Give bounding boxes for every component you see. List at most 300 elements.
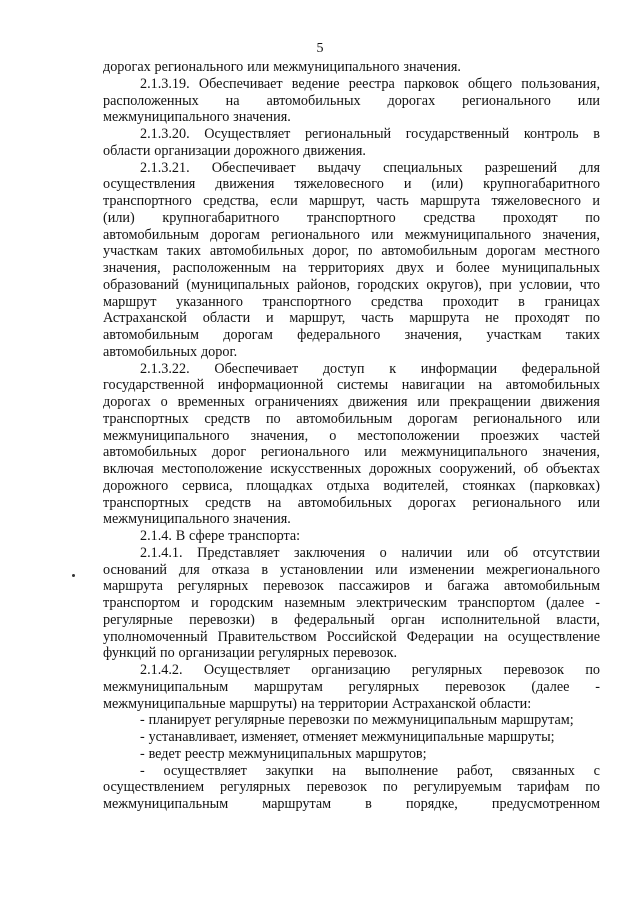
word: значения. xyxy=(403,59,461,75)
word: муниципальных xyxy=(501,260,600,276)
word: дорожных xyxy=(369,461,432,477)
word: Осуществляет xyxy=(204,126,291,142)
text-line xyxy=(103,160,600,177)
word: на xyxy=(483,628,498,645)
word: регулируемым xyxy=(413,779,502,796)
word: отказа xyxy=(211,561,250,578)
word: - xyxy=(140,712,145,729)
text-line xyxy=(103,729,600,746)
word: расположенным xyxy=(172,260,271,276)
word: регионального xyxy=(462,92,551,109)
word: на xyxy=(225,92,240,109)
word: ограничениях xyxy=(254,394,339,410)
word: на xyxy=(332,762,347,779)
word: местоположении xyxy=(357,427,460,444)
word: автомобильных xyxy=(103,343,198,360)
text-line xyxy=(103,260,600,277)
word: маршруты) xyxy=(229,695,297,712)
text-line xyxy=(103,193,600,210)
word: значения. xyxy=(233,109,291,126)
word: значения. xyxy=(233,511,291,528)
word: наличии xyxy=(401,544,453,561)
text-line xyxy=(103,243,600,260)
word: Федерации xyxy=(406,628,474,645)
word: работ, xyxy=(456,762,494,779)
word: автомобильным xyxy=(381,243,478,260)
word: перевозок xyxy=(503,662,565,678)
word: регулярные xyxy=(103,611,173,628)
word: межмуниципальным xyxy=(103,796,229,812)
word: межмуниципальные xyxy=(361,729,484,745)
word: проходят xyxy=(514,310,570,327)
text-line xyxy=(103,394,600,411)
word: дорогам xyxy=(210,226,260,243)
text-line xyxy=(103,763,600,780)
word: более xyxy=(455,260,490,276)
word: водителей, xyxy=(383,477,449,494)
word: - xyxy=(140,745,145,762)
word: по xyxy=(382,779,398,796)
word: включая xyxy=(103,461,154,477)
word: о xyxy=(379,544,387,561)
word: навигации xyxy=(401,377,465,394)
word: дорог, xyxy=(312,243,350,260)
text-line xyxy=(103,76,600,93)
word: области xyxy=(103,142,151,159)
word: таких xyxy=(565,327,600,343)
word: участкам xyxy=(486,327,542,343)
word: маршрутам xyxy=(254,678,323,695)
word: В xyxy=(175,528,186,544)
word: при xyxy=(489,276,512,293)
word: транспортом xyxy=(457,595,535,611)
word: перевозок xyxy=(445,678,506,695)
word: и xyxy=(424,578,433,595)
word: проезжих xyxy=(480,427,539,444)
text-line xyxy=(103,779,600,796)
word: 2.1.4.1. xyxy=(140,544,183,561)
word: автомобильных xyxy=(505,377,600,394)
word: осуществление xyxy=(507,628,600,645)
word: изменении xyxy=(409,561,475,578)
word: специальных xyxy=(383,159,463,176)
word: часть xyxy=(361,310,394,327)
word: региональный xyxy=(304,126,392,142)
word: о xyxy=(329,427,337,444)
word: области xyxy=(202,310,251,327)
word: наземным xyxy=(284,595,346,611)
text-line xyxy=(103,461,600,478)
word: участкам xyxy=(103,243,158,260)
word: федеральной xyxy=(521,360,600,377)
word: федеральный xyxy=(294,611,375,628)
text-line xyxy=(103,310,600,327)
text-line xyxy=(103,495,600,512)
word: - xyxy=(140,762,145,779)
word: стоянках xyxy=(462,477,516,494)
word: оснований xyxy=(103,561,168,578)
word: дорогам xyxy=(407,410,458,427)
word: тарифам xyxy=(517,779,570,796)
word: - xyxy=(595,595,600,611)
text-line xyxy=(103,562,600,579)
word: городским xyxy=(209,595,274,611)
word: автомобильных xyxy=(297,494,392,511)
word: территории xyxy=(318,695,389,712)
text-line xyxy=(103,411,600,428)
word: - xyxy=(595,678,600,695)
word: маршруты; xyxy=(487,729,555,745)
word: общего xyxy=(468,75,513,92)
text-line xyxy=(103,93,600,110)
word: или xyxy=(466,544,490,561)
word: (парковках) xyxy=(529,477,600,494)
word: по xyxy=(585,779,600,796)
text-line xyxy=(103,528,600,545)
word: межмуниципальным xyxy=(103,678,229,695)
word: или xyxy=(577,494,600,511)
word: на xyxy=(267,494,282,511)
word: Представляет xyxy=(197,544,280,561)
word: устанавливает, xyxy=(148,729,238,745)
word: местного xyxy=(544,243,600,260)
word: организации xyxy=(154,142,231,159)
word: крупногабаритного xyxy=(162,209,280,226)
word: в xyxy=(261,561,269,578)
word: образований xyxy=(103,276,179,293)
word: реестра xyxy=(348,75,395,92)
word: регулярных xyxy=(411,662,483,678)
word: или xyxy=(417,394,440,410)
text-line xyxy=(103,595,600,612)
word: доступ xyxy=(322,360,365,377)
word: маршрута xyxy=(103,578,163,595)
word: государственной xyxy=(103,377,205,394)
word: средства, xyxy=(203,193,259,209)
text-line xyxy=(103,227,600,244)
word: что xyxy=(579,276,600,293)
scan-speck xyxy=(72,574,75,577)
text-line xyxy=(103,712,600,729)
text-line xyxy=(103,645,600,662)
word: не xyxy=(485,310,499,327)
word: 2.1.3.20. xyxy=(140,126,190,142)
word: межмуниципального xyxy=(401,444,528,461)
word: двух xyxy=(396,260,424,276)
word: (или) xyxy=(431,176,464,193)
word: по xyxy=(585,209,600,226)
word: с xyxy=(593,762,600,779)
word: функций xyxy=(103,645,157,662)
word: в xyxy=(271,611,278,628)
word: Обеспечивает xyxy=(211,159,296,176)
word: выдачу xyxy=(317,159,361,176)
word: значения, xyxy=(103,260,161,276)
word: отменяет xyxy=(302,729,358,745)
word: - xyxy=(140,729,145,745)
word: крупногабаритного xyxy=(483,176,600,193)
word: или xyxy=(375,561,398,578)
word: сфере xyxy=(189,528,225,544)
word: по xyxy=(353,712,369,729)
text-line xyxy=(103,176,600,193)
word: часть xyxy=(376,193,409,209)
word: контроль xyxy=(523,126,579,142)
word: (или) xyxy=(103,209,135,226)
text-line xyxy=(103,478,600,495)
word: значения, xyxy=(542,444,600,461)
word: Осуществляет xyxy=(203,662,290,678)
word: округов), xyxy=(426,276,482,293)
word: территориях xyxy=(308,260,385,276)
word: разрешений xyxy=(484,159,558,176)
word: 2.1.4. xyxy=(140,528,172,544)
word: искусственных xyxy=(270,461,362,477)
word: транспорта: xyxy=(228,528,301,544)
word: выполнение xyxy=(364,762,439,779)
word: движения xyxy=(348,394,408,410)
word: межмуниципального xyxy=(103,427,230,444)
word: Правительством xyxy=(217,628,317,645)
word: районов, xyxy=(296,276,350,293)
word: об xyxy=(503,544,519,561)
word: сервиса, xyxy=(182,477,233,494)
word: транспортных xyxy=(103,410,189,427)
text-line xyxy=(103,679,600,696)
text-line xyxy=(103,796,600,813)
word: власти, xyxy=(556,611,600,628)
word: объектах xyxy=(545,461,600,477)
word: или xyxy=(577,410,600,427)
word: осуществлением xyxy=(103,779,205,796)
word: Астраханской xyxy=(392,695,476,712)
word: по xyxy=(585,310,600,327)
word: (муниципальных xyxy=(186,276,290,293)
text-line xyxy=(103,612,600,629)
word: по xyxy=(585,662,600,678)
word: движения xyxy=(540,394,600,410)
word: закупки xyxy=(265,762,314,779)
word: системы xyxy=(336,377,389,394)
word: маршрут xyxy=(103,293,157,310)
word: автомобильных xyxy=(209,243,304,260)
word: организации xyxy=(178,645,255,662)
word: перевозки) xyxy=(189,611,255,628)
word: межмуниципального xyxy=(404,226,532,243)
word: информации xyxy=(420,360,498,377)
word: тяжеловесного xyxy=(294,176,384,193)
text-line xyxy=(103,59,600,76)
word: маршрут, xyxy=(289,310,346,327)
word: или xyxy=(364,444,387,461)
word: маршрута xyxy=(409,310,470,327)
word: государственный xyxy=(405,126,510,142)
word: автомобильным xyxy=(103,226,200,243)
word: или xyxy=(371,226,394,243)
word: транспортного xyxy=(103,193,192,209)
word: изменяет, xyxy=(241,729,299,745)
word: ведение xyxy=(291,75,340,92)
word: регионального xyxy=(472,494,562,511)
word: дорогам xyxy=(486,243,536,260)
word: маршрутам; xyxy=(500,712,574,729)
word: дорожного xyxy=(103,477,169,494)
word: автомобильным xyxy=(296,410,393,427)
word: тяжеловесного xyxy=(491,193,581,209)
word: маршрут, xyxy=(309,193,366,209)
word: транспортного xyxy=(306,209,396,226)
word: 2.1.3.19. xyxy=(140,75,190,92)
word: перевозок xyxy=(263,578,324,595)
word: (далее xyxy=(531,678,570,695)
word: 2.1.3.21. xyxy=(140,159,190,176)
word: автомобильным xyxy=(103,327,200,343)
word: межмуниципальным xyxy=(371,712,498,729)
word: в xyxy=(593,126,600,142)
word: дорог. xyxy=(200,343,238,360)
word: дорогах xyxy=(103,59,151,75)
word: маршрутов; xyxy=(355,745,427,762)
word: осуществляет xyxy=(163,762,247,779)
text-line xyxy=(103,327,600,344)
word: расположенных xyxy=(103,92,199,109)
word: планирует xyxy=(148,712,212,729)
word: временных xyxy=(177,394,245,410)
text-line xyxy=(103,578,600,595)
word: на xyxy=(300,695,315,712)
document-body xyxy=(103,59,600,813)
word: осуществления xyxy=(103,176,196,193)
text-line xyxy=(103,126,600,143)
word: сооружений, xyxy=(439,461,516,477)
word: связанных xyxy=(511,762,575,779)
word: проходит xyxy=(442,293,499,310)
word: заключения xyxy=(294,544,366,561)
word: Российской xyxy=(326,628,397,645)
word: или xyxy=(247,59,270,75)
word: межмуниципального xyxy=(103,511,230,528)
word: регионального xyxy=(260,444,350,461)
word: о xyxy=(160,394,168,410)
word: Астраханской xyxy=(103,310,187,327)
word: регулярных xyxy=(220,779,291,796)
word: значения, xyxy=(250,427,309,444)
word: условии, xyxy=(519,276,573,293)
word: (далее xyxy=(546,595,585,611)
word: реестр xyxy=(184,745,225,762)
word: автомобильных xyxy=(266,92,361,109)
word: 2.1.4.2. xyxy=(140,662,183,678)
word: по xyxy=(160,645,175,662)
word: межмуниципальные xyxy=(103,695,226,712)
word: маршрута xyxy=(420,193,481,209)
word: указанного xyxy=(176,293,243,310)
text-line xyxy=(103,662,600,679)
word: дорогам xyxy=(223,327,273,343)
word: межмуниципального xyxy=(103,109,230,126)
word: отсутствии xyxy=(532,544,600,561)
text-line xyxy=(103,277,600,294)
word: межмуниципального xyxy=(273,59,400,75)
word: парковок xyxy=(403,75,459,92)
word: перевозок xyxy=(306,779,368,796)
word: автомобильным xyxy=(503,578,600,595)
word: регулярных xyxy=(258,645,330,662)
text-line xyxy=(103,344,600,361)
word: регулярных xyxy=(348,678,420,695)
word: регулярных xyxy=(177,578,249,595)
word: и xyxy=(191,595,199,611)
text-line xyxy=(103,545,600,562)
word: порядке, xyxy=(405,796,458,812)
word: средства xyxy=(423,209,476,226)
word: предусмотренном xyxy=(491,796,600,812)
word: и xyxy=(266,310,274,327)
word: регионального xyxy=(154,59,244,75)
word: транспортом xyxy=(103,595,181,611)
text-line xyxy=(103,511,600,528)
word: федерального xyxy=(297,327,381,343)
word: регионального xyxy=(473,410,562,427)
word: маршрутам xyxy=(262,796,332,812)
text-line xyxy=(103,143,600,160)
word: в xyxy=(518,293,525,310)
word: багажа xyxy=(447,578,490,595)
word: 2.1.3.22. xyxy=(140,360,190,377)
word: об xyxy=(523,461,539,477)
word: пассажиров xyxy=(338,578,410,595)
word: на xyxy=(478,377,493,394)
word: местоположение xyxy=(161,461,263,477)
word: дорог xyxy=(211,444,247,461)
word: движения xyxy=(215,176,275,193)
word: для xyxy=(579,159,600,176)
word: уполномоченный xyxy=(103,628,208,645)
word: регионального xyxy=(271,226,360,243)
word: средств xyxy=(204,410,251,427)
word: дорожного xyxy=(234,142,300,159)
word: перевозок. xyxy=(332,645,398,662)
word: транспортных xyxy=(103,494,189,511)
word: автомобильных xyxy=(103,444,198,461)
word: установлении xyxy=(279,561,364,578)
word: к xyxy=(389,360,397,377)
word: границах xyxy=(544,293,600,310)
word: проходят xyxy=(503,209,558,226)
word: и xyxy=(403,176,412,193)
word: прекращении xyxy=(449,394,531,410)
word: Обеспечивает xyxy=(214,360,299,377)
word: орган xyxy=(390,611,425,628)
word: значения, xyxy=(404,327,463,343)
text-line xyxy=(103,629,600,646)
word: дорогах xyxy=(387,92,436,109)
word: отдыха xyxy=(326,477,370,494)
text-line xyxy=(103,444,600,461)
word: и xyxy=(592,193,600,209)
word: межрегионального xyxy=(486,561,600,578)
word: частей xyxy=(560,427,600,444)
text-line xyxy=(103,109,600,126)
word: средств xyxy=(205,494,252,511)
text-line xyxy=(103,746,600,763)
word: движения. xyxy=(303,142,366,159)
text-line xyxy=(103,294,600,311)
word: дорогах xyxy=(408,494,457,511)
word: межмуниципальных xyxy=(228,745,352,762)
word: исполнительной xyxy=(441,611,541,628)
word: дорогах xyxy=(103,394,151,410)
